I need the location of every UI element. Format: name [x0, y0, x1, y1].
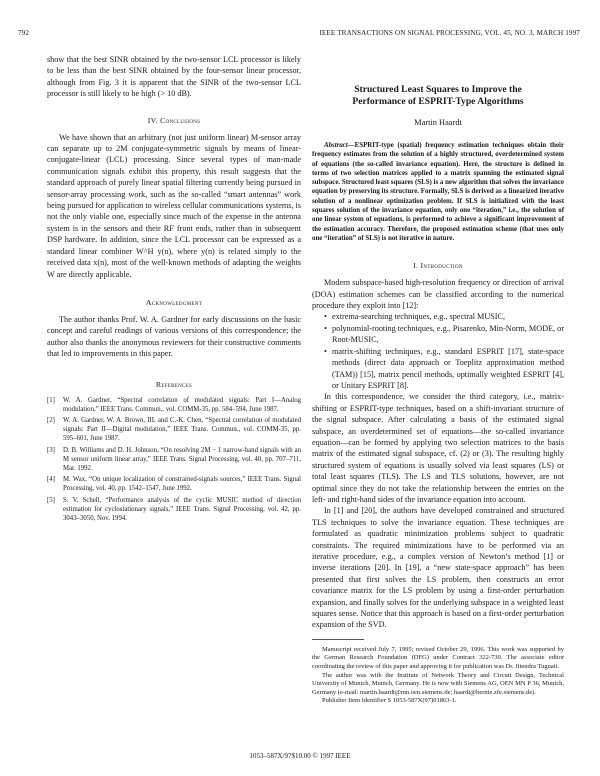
footnote-divider: [312, 639, 364, 640]
page-number: 792: [18, 29, 30, 37]
acknowledgment-paragraph: The author thanks Prof. W. A. Gardner for early discussions on the basic concept and careful readings of various versions of this correspondence; the author also thanks the anonymous reviewers for their constructive comments that led to improvements in this paper.: [47, 314, 301, 359]
reference-text: M. Wax, “On unique localization of constrained-signals sources,” IEEE Trans. Signal Processing, vol. 40, pp. 1542–1547, June 1992.: [63, 476, 301, 493]
abstract: [312, 141, 564, 243]
footnote: Publisher Item Identifier S 1053-587X(97)01863-1.: [322, 697, 457, 705]
reference-item: [47, 396, 301, 414]
abstract-label: Abstract—: [324, 142, 355, 149]
reference-number: [3]: [47, 446, 55, 454]
list-item: • matrix-shifting techniques, e.g., standard ESPRIT [17], state-space methods (direct data approach or Toeplitz approximation method (TAM)) [15], matrix pencil methods, optimally weighted ESPRIT [4], or Unitary ESPRIT [8].: [324, 346, 564, 392]
acknowledgment-heading: Acknowledgment: [145, 297, 203, 307]
footnote: The author was with the Institute of Network Theory and Circuit Design, Technical University of Munich, Munich, Germany. He is now with Siemens AG, OEN MN P 36, Munich, Germany (e-mail: martin.haardt@mn.oen.siemens.de; haardt@bernie.zfe.siemens.de).: [312, 671, 564, 696]
reference-list: [47, 396, 301, 523]
introduction-paragraph: Modern subspace-based high-resolution frequency or direction of arrival (DOA) estimation schemes can be classified according to the numerical procedure they exploit into [12]:: [312, 278, 564, 311]
footnote: Manuscript received July 7, 1995; revised October 29, 1996. This work was supported by the German Research Foundation (DFG) under Contract 322-730. The associate editor coordinating the review of this paper and approving it for publication was Dr. Jitendra Tugnait.: [312, 645, 564, 671]
reference-text: S. V. Schell, “Performance analysis of the cyclic MUSIC method of direction estimation for cyclostationary signals,” IEEE Trans. Signal Processing, vol. 42, pp. 3043–3050, Nov. 1994.: [63, 496, 301, 522]
intro-paragraph: show that the best SINR obtained by the two-sensor LCL processor is likely to be less than the best SINR obtained by the four-sensor linear processor, although from Fig. 3 it is apparent that the SINR of the two-sensor LCL processor is still likely to be high (> 10 dB).: [47, 55, 301, 99]
journal-header: IEEE TRANSACTIONS ON SIGNAL PROCESSING, VOL. 45, NO. 3, MARCH 1997: [319, 29, 580, 37]
title-line: Performance of ESPRIT-Type Algorithms: [352, 96, 524, 107]
right-column: [312, 54, 564, 706]
left-column: [47, 54, 301, 526]
reference-item: [47, 446, 301, 473]
conclusions-heading: IV. Conclusions: [147, 115, 201, 125]
reference-item: [47, 416, 301, 443]
reference-item: [47, 496, 301, 523]
reference-text: W. A. Gardner, W. A. Brown, III, and C.-K. Chen, “Spectral correlation of modulated signals: Part II—Digital modulation,” IEEE Trans. Commun., vol. COMM-35, pp. 595–601, June 1987.: [63, 417, 301, 443]
reference-number: [2]: [47, 417, 55, 425]
reference-number: [1]: [47, 396, 55, 404]
technique-list: [312, 311, 564, 391]
abstract-text: ESPRIT-type (spatial) frequency estimation techniques obtain their frequency estimates from the solution of a highly structured, overdetermined system of equations (the so-called invariance equation). Here, the structure is defined in terms of two selection matrices applied to a matrix spanning the estimated signal subspace. Structured least squares (SLS) is a new algorithm that solves the invariance equation by preserving its structure. Formally, SLS is derived as a linearized iterative solution of a nonlinear optimization problem. If SLS is initialized with the least squares solution of the invariance equation, only one “iteration,” i.e., the solution of one linear system of equations, is performed to achieve a significant improvement of the estimation accuracy. Therefore, the proposed estimation scheme (that uses only one “iteration” of SLS) is not iterative in nature.: [312, 142, 564, 242]
list-item: • extrema-searching techniques, e.g., spectral MUSIC,: [324, 311, 564, 322]
paper-title: [312, 84, 564, 108]
reference-item: [47, 475, 301, 493]
body-paragraph: In this correspondence, we consider the third category, i.e., matrix-shifting or ESPRIT-type techniques, based on a shift-invariant structure of the signal subspace. After calculating a basis of the estimated signal subspace, an overdetermined set of equations—the so-called invariance equation—can be formed by applying two selection matrices to the basis matrix of the estimated signal subspace, cf. (2) or (3). The resulting highly structured system of equations is usually solved via least squares (LS) or total least squares (TLS). The LS and TLS solutions, however, are not optimal since they do not take the relationship between the entries on the left- and right-hand sides of the invariance equation into account.: [312, 392, 564, 504]
reference-number: [4]: [47, 476, 55, 484]
author-name: Martin Haardt: [414, 118, 462, 127]
references-heading: References: [155, 379, 193, 389]
body-paragraph: In [1] and [20], the authors have developed constrained and structured TLS techniques to solve the invariance equation. These techniques are formulated as quadratic minimization problems subject to quadratic constraints. The required minimizations have to be performed via an iterative procedure, e.g., a complex version of Newton’s method [1] or inverse iterations [20]. In [19], a “new state-space approach” has been presented that first solves the LS problem, then constructs an error covariance matrix for the LS problem by using a first-order perturbation expansion, and finally solves for the underlying subspace in a weighted least squares sense. Notice that this approach is based on a first-order perturbation expansion of the SVD.: [312, 506, 564, 630]
conclusions-paragraph: We have shown that an arbitrary (not just uniform linear) M-sensor array can separate up to 2M conjugate-symmetric signals by means of linear-conjugate-linear (LCL) processing. Since several types of man-made communication signals exhibit this property, this result suggests that the standard approach of purely linear spatial filtering currently being pursued in sensor-array processing work, such as the so-called “smart antennas” work being pursued for application to wireless cellular communications systems, is not the only viable one, especially since much of the expense in the antenna system is in the sensors and their RF front ends, rather than in subsequent DSP hardware. In addition, since the LCL processor can be expressed as a standard linear combiner W^H y(n), where y(n) is related simply to the received data x(n), most of the well-known methods of adapting the weights W are directly applicable.: [47, 132, 301, 279]
copyright-footer: 1053–587X/97$10.00 © 1997 IEEE: [249, 752, 351, 760]
reference-number: [5]: [47, 496, 55, 504]
introduction-heading: I. Introduction: [413, 261, 463, 271]
title-line: Structured Least Squares to Improve the: [354, 84, 522, 95]
reference-text: W. A. Gardner, “Spectral correlation of modulated signals: Part I—Analog modulation,” IEEE Trans. Commun., vol. COMM-35, pp. 584–594, June 1987.: [63, 396, 301, 413]
reference-text: D. B. Williams and D. H. Johnson, “On resolving 2M − 1 narrow-band signals with an M sensor uniform linear array,” IEEE Trans. Signal Processing, vol. 40, pp. 707–711, Mar. 1992.: [63, 446, 301, 472]
list-item: • polynomial-rooting techniques, e.g., Pisarenko, Min-Norm, MODE, or Root-MUSIC,: [324, 323, 564, 346]
